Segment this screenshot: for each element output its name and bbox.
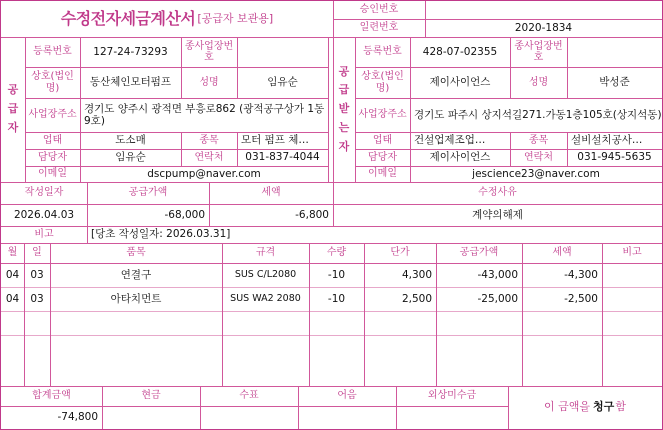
reason-label: 수정사유 xyxy=(478,187,517,199)
row-month: 04 xyxy=(5,292,20,305)
date-value: 2026.04.03 xyxy=(13,208,75,221)
claim-prefix: 이 금액을 xyxy=(544,400,591,414)
row-unit-price: 4,300 xyxy=(401,268,432,281)
supplier-contact: 031-837-4044 xyxy=(245,151,320,164)
row-month: 04 xyxy=(5,268,20,281)
tax-total-label: 세액 xyxy=(261,187,281,199)
supplier-email-label: 이메일 xyxy=(38,168,67,180)
buyer-rep: 박성준 xyxy=(599,76,630,89)
supplier-biz-type: 도소매 xyxy=(115,134,146,147)
bill-label: 어음 xyxy=(337,390,357,402)
row-remark xyxy=(602,287,662,311)
supplier-email: dscpump@naver.com xyxy=(147,167,261,180)
supplier-address-label: 사업장주소 xyxy=(28,109,77,121)
col-header-unit-price: 단가 xyxy=(390,247,410,259)
check-value xyxy=(200,406,298,429)
row-day xyxy=(24,311,50,335)
supplier-name: 동산체인모터펌프 xyxy=(89,76,172,89)
col-header-item: 품목 xyxy=(126,247,146,259)
title-text: 수정전자세금계산서 xyxy=(60,8,196,28)
supplier-reg-no-label: 등록번호 xyxy=(33,46,72,58)
row-spec: SUS C/L2080 xyxy=(234,268,297,280)
supplier-name-label: 상호(법인명) xyxy=(31,71,74,94)
supply-total-value: -68,000 xyxy=(164,208,205,221)
invoice-title xyxy=(1,1,333,37)
col-header-month: 월 xyxy=(7,247,18,259)
supplier-biz-item-label: 종목 xyxy=(199,134,219,146)
date-label: 작성일자 xyxy=(24,187,64,199)
claim-statement xyxy=(508,386,662,429)
row-supply: -43,000 xyxy=(477,268,518,281)
row-remark xyxy=(602,311,662,335)
supplier-branch xyxy=(237,37,328,67)
grand-total-label: 합계금액 xyxy=(32,390,71,402)
credit-value xyxy=(396,406,508,429)
row-month xyxy=(1,335,24,386)
row-day: 03 xyxy=(30,292,44,305)
row-qty: -10 xyxy=(327,292,346,305)
buyer-branch-label: 종사업장번호 xyxy=(514,40,563,63)
supplier-reg-no: 127-24-73293 xyxy=(93,45,168,58)
grand-total-value: -74,800 xyxy=(57,411,98,424)
buyer-biz-type-label: 업태 xyxy=(372,134,393,146)
col-header-qty: 수량 xyxy=(326,247,347,259)
buyer-address-label: 사업장주소 xyxy=(358,109,407,121)
note-label: 비고 xyxy=(34,228,54,240)
row-spec: SUS WA2 2080 xyxy=(230,292,301,304)
tax-total-value: -6,800 xyxy=(295,208,329,221)
supplier-address: 경기도 양주시 광적면 부흥로862 (광적공구상가 1동9호) xyxy=(84,102,325,127)
row-supply: -25,000 xyxy=(477,292,518,305)
buyer-contact: 031-945-5635 xyxy=(577,151,652,164)
supplier-manager: 임유순 xyxy=(115,151,146,164)
buyer-email-label: 이메일 xyxy=(368,168,397,180)
row-unit-price xyxy=(364,335,436,386)
row-day xyxy=(24,335,50,386)
supplier-biz-item: 모터 펌프 체… xyxy=(241,134,309,147)
row-item: 아타치먼트 xyxy=(110,292,162,305)
cash-value xyxy=(102,406,200,429)
row-qty: -10 xyxy=(327,268,346,281)
check-label: 수표 xyxy=(239,390,259,402)
cash-label: 현금 xyxy=(141,390,161,402)
row-item xyxy=(50,335,222,386)
claim-suffix: 함 xyxy=(615,400,626,414)
row-unit-price: 2,500 xyxy=(401,292,432,305)
buyer-biz-item: 설비설치공사… xyxy=(571,134,643,147)
buyer-rep-label: 성명 xyxy=(528,76,549,88)
row-supply xyxy=(436,311,522,335)
row-tax xyxy=(522,311,602,335)
buyer-reg-no: 428-07-02355 xyxy=(422,45,498,58)
row-remark xyxy=(602,335,662,386)
supplier-manager-label: 담당자 xyxy=(38,151,67,163)
col-header-day: 일 xyxy=(32,247,42,259)
buyer-biz-item-label: 종목 xyxy=(528,134,549,146)
supplier-branch-label: 종사업장번호 xyxy=(184,40,234,63)
row-tax xyxy=(522,335,602,386)
serial-value: 2020-1834 xyxy=(514,21,573,34)
buyer-side-label: 공 급 받 는 자 xyxy=(338,64,350,153)
supplier-side-label: 공 급 자 xyxy=(7,83,19,134)
col-header-supply: 공급가액 xyxy=(459,247,499,259)
supplier-contact-label: 연락처 xyxy=(194,151,224,163)
row-month xyxy=(1,311,24,335)
note-value: [당초 작성일자: 2026.03.31] xyxy=(91,228,231,241)
supplier-biz-type-label: 업태 xyxy=(42,134,63,146)
row-remark xyxy=(602,263,662,287)
col-header-tax: 세액 xyxy=(552,247,572,259)
reason-value: 계약의해제 xyxy=(472,208,523,221)
col-header-remark: 비고 xyxy=(622,247,642,259)
row-item: 연결구 xyxy=(120,268,152,281)
supply-total-label: 공급가액 xyxy=(128,187,168,199)
buyer-manager: 제이사이언스 xyxy=(429,151,491,164)
col-header-spec: 규격 xyxy=(255,247,276,259)
bill-value xyxy=(298,406,396,429)
row-qty xyxy=(309,311,364,335)
supplier-rep: 임유순 xyxy=(267,76,298,89)
buyer-contact-label: 연락처 xyxy=(524,151,553,163)
row-day: 03 xyxy=(30,268,44,281)
buyer-email: jescience23@naver.com xyxy=(472,167,600,180)
buyer-reg-no-label: 등록번호 xyxy=(363,46,402,58)
serial-label: 일련번호 xyxy=(359,22,399,34)
credit-label: 외상미수금 xyxy=(427,390,477,402)
buyer-biz-type: 건설업제조업… xyxy=(414,134,486,147)
buyer-name-label: 상호(법인명) xyxy=(361,71,404,94)
approval-value xyxy=(425,1,662,19)
row-unit-price xyxy=(364,311,436,335)
supplier-rep-label: 성명 xyxy=(199,76,219,88)
row-spec xyxy=(222,311,309,335)
title-subtitle: [공급자 보관용] xyxy=(197,11,274,25)
buyer-address: 경기도 파주시 상지석길271.가동1층105호(상지석동) xyxy=(414,108,662,121)
row-item xyxy=(50,311,222,335)
buyer-manager-label: 담당자 xyxy=(368,151,397,163)
row-supply xyxy=(436,335,522,386)
claim-word: 청구 xyxy=(593,400,615,414)
approval-label: 승인번호 xyxy=(359,4,399,16)
buyer-branch xyxy=(567,37,662,67)
row-tax: -4,300 xyxy=(564,268,598,281)
row-spec xyxy=(222,335,309,386)
buyer-name: 제이사이언스 xyxy=(429,76,491,89)
row-tax: -2,500 xyxy=(564,292,598,305)
row-qty xyxy=(309,335,364,386)
